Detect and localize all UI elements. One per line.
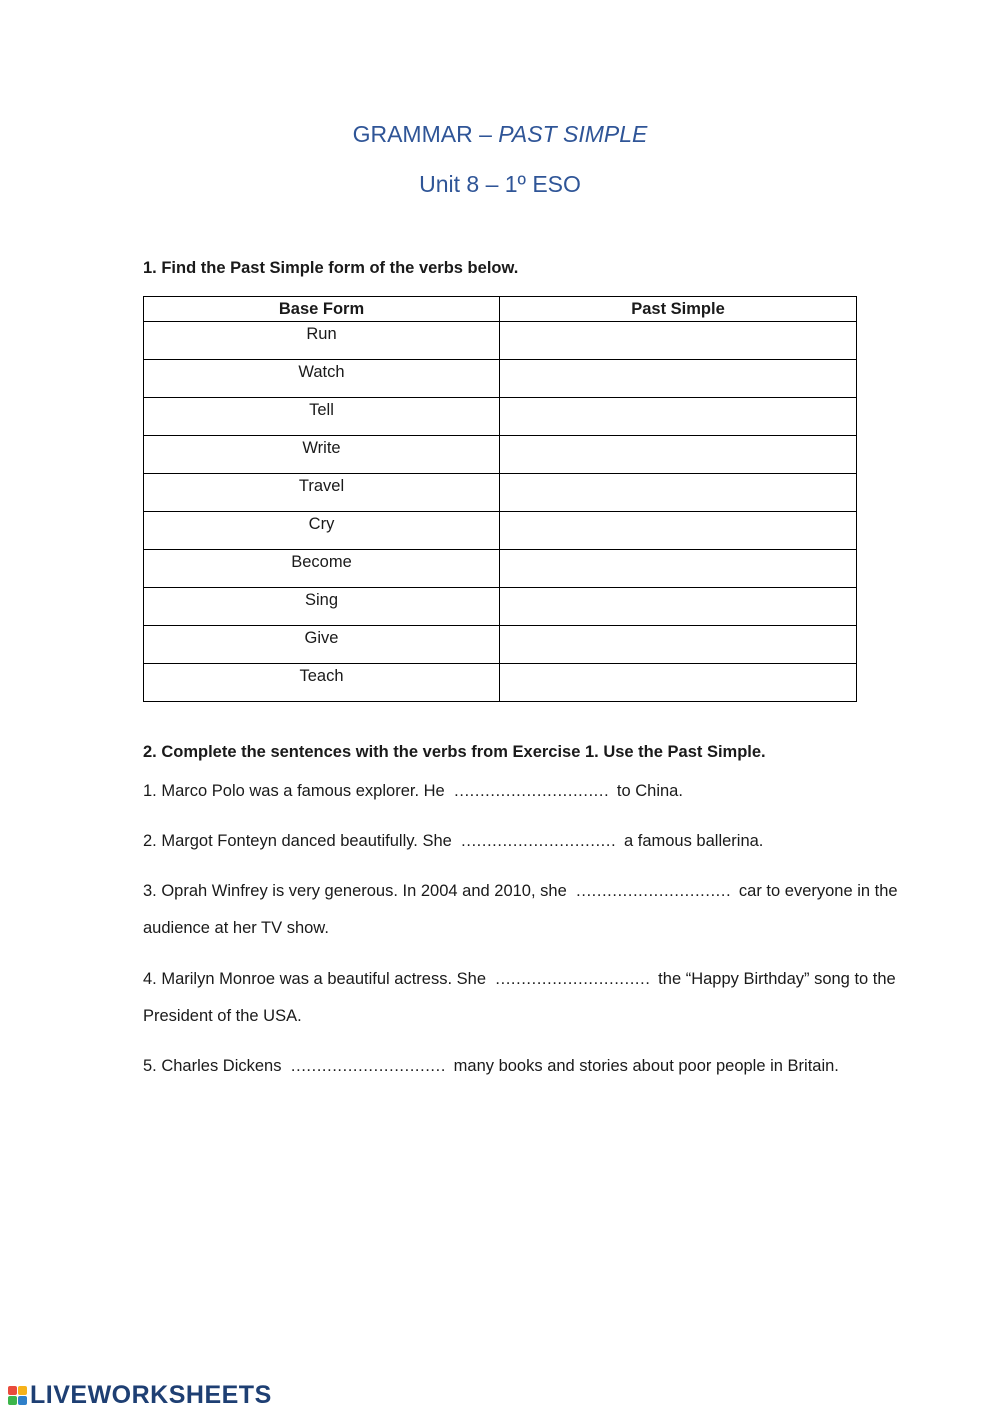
title-italic: PAST SIMPLE bbox=[498, 121, 648, 147]
table-row bbox=[144, 664, 857, 702]
answer-cell[interactable] bbox=[500, 398, 857, 436]
sentence-2 bbox=[143, 823, 903, 860]
table-row bbox=[144, 360, 857, 398]
table-row bbox=[144, 436, 857, 474]
answer-cell[interactable] bbox=[500, 360, 857, 398]
answer-blank[interactable]: ………………………… bbox=[460, 832, 616, 850]
sentence-text-before: 2. Margot Fonteyn danced beautifully. She bbox=[143, 832, 457, 850]
table-row bbox=[144, 626, 857, 664]
sentence-text-after: many books and stories about poor people in Britain. bbox=[449, 1057, 839, 1075]
table-header-row bbox=[144, 297, 857, 322]
verb-table bbox=[143, 296, 857, 702]
base-form-cell: Sing bbox=[144, 588, 500, 626]
sentence-3 bbox=[143, 873, 903, 947]
table-row bbox=[144, 474, 857, 512]
answer-blank[interactable]: ………………………… bbox=[575, 882, 731, 900]
table-row bbox=[144, 550, 857, 588]
table-row bbox=[144, 512, 857, 550]
answer-cell[interactable] bbox=[500, 474, 857, 512]
sentence-text-before: 3. Oprah Winfrey is very generous. In 2004 and 2010, she bbox=[143, 882, 572, 900]
answer-cell[interactable] bbox=[500, 512, 857, 550]
answer-blank[interactable]: ………………………… bbox=[453, 782, 609, 800]
table-row bbox=[144, 398, 857, 436]
exercise-2-heading: 2. Complete the sentences with the verbs from Exercise 1. Use the Past Simple. bbox=[143, 743, 766, 761]
base-form-cell: Teach bbox=[144, 664, 500, 702]
column-header-past-simple: Past Simple bbox=[500, 297, 857, 322]
sentence-text-before: 4. Marilyn Monroe was a beautiful actress. She bbox=[143, 970, 491, 988]
sentence-text-before: 1. Marco Polo was a famous explorer. He bbox=[143, 782, 450, 800]
sentence-text-after: to China. bbox=[612, 782, 683, 800]
sentence-1 bbox=[143, 773, 903, 810]
worksheet-title bbox=[0, 121, 1000, 148]
liveworksheets-footer bbox=[8, 1379, 272, 1411]
sentence-text-after: a famous ballerina. bbox=[619, 832, 764, 850]
answer-cell[interactable] bbox=[500, 550, 857, 588]
base-form-cell: Travel bbox=[144, 474, 500, 512]
brand-name: LIVEWORKSHEETS bbox=[30, 1380, 272, 1409]
answer-cell[interactable] bbox=[500, 664, 857, 702]
worksheet-subtitle: Unit 8 – 1º ESO bbox=[419, 171, 581, 197]
base-form-cell: Watch bbox=[144, 360, 500, 398]
answer-cell[interactable] bbox=[500, 322, 857, 360]
answer-blank[interactable]: ………………………… bbox=[494, 970, 650, 988]
table-row bbox=[144, 322, 857, 360]
title-prefix: GRAMMAR – bbox=[352, 121, 499, 147]
table-row bbox=[144, 588, 857, 626]
sentence-text-after: the “Happy Birthday” song to the President of the USA. bbox=[143, 970, 896, 1025]
exercise-1-heading: 1. Find the Past Simple form of the verbs below. bbox=[143, 259, 519, 277]
sentence-4 bbox=[143, 961, 903, 1035]
answer-cell[interactable] bbox=[500, 588, 857, 626]
base-form-cell: Run bbox=[144, 322, 500, 360]
base-form-cell: Give bbox=[144, 626, 500, 664]
column-header-base-form: Base Form bbox=[144, 297, 500, 322]
answer-blank[interactable]: ………………………… bbox=[290, 1057, 446, 1075]
answer-cell[interactable] bbox=[500, 626, 857, 664]
answer-cell[interactable] bbox=[500, 436, 857, 474]
sentence-text-before: 5. Charles Dickens bbox=[143, 1057, 287, 1075]
base-form-cell: Cry bbox=[144, 512, 500, 550]
liveworksheets-logo-icon bbox=[8, 1386, 27, 1405]
sentence-text-after: car to everyone in the audience at her TV show. bbox=[143, 882, 898, 937]
base-form-cell: Tell bbox=[144, 398, 500, 436]
base-form-cell: Write bbox=[144, 436, 500, 474]
sentence-5 bbox=[143, 1048, 903, 1085]
base-form-cell: Become bbox=[144, 550, 500, 588]
